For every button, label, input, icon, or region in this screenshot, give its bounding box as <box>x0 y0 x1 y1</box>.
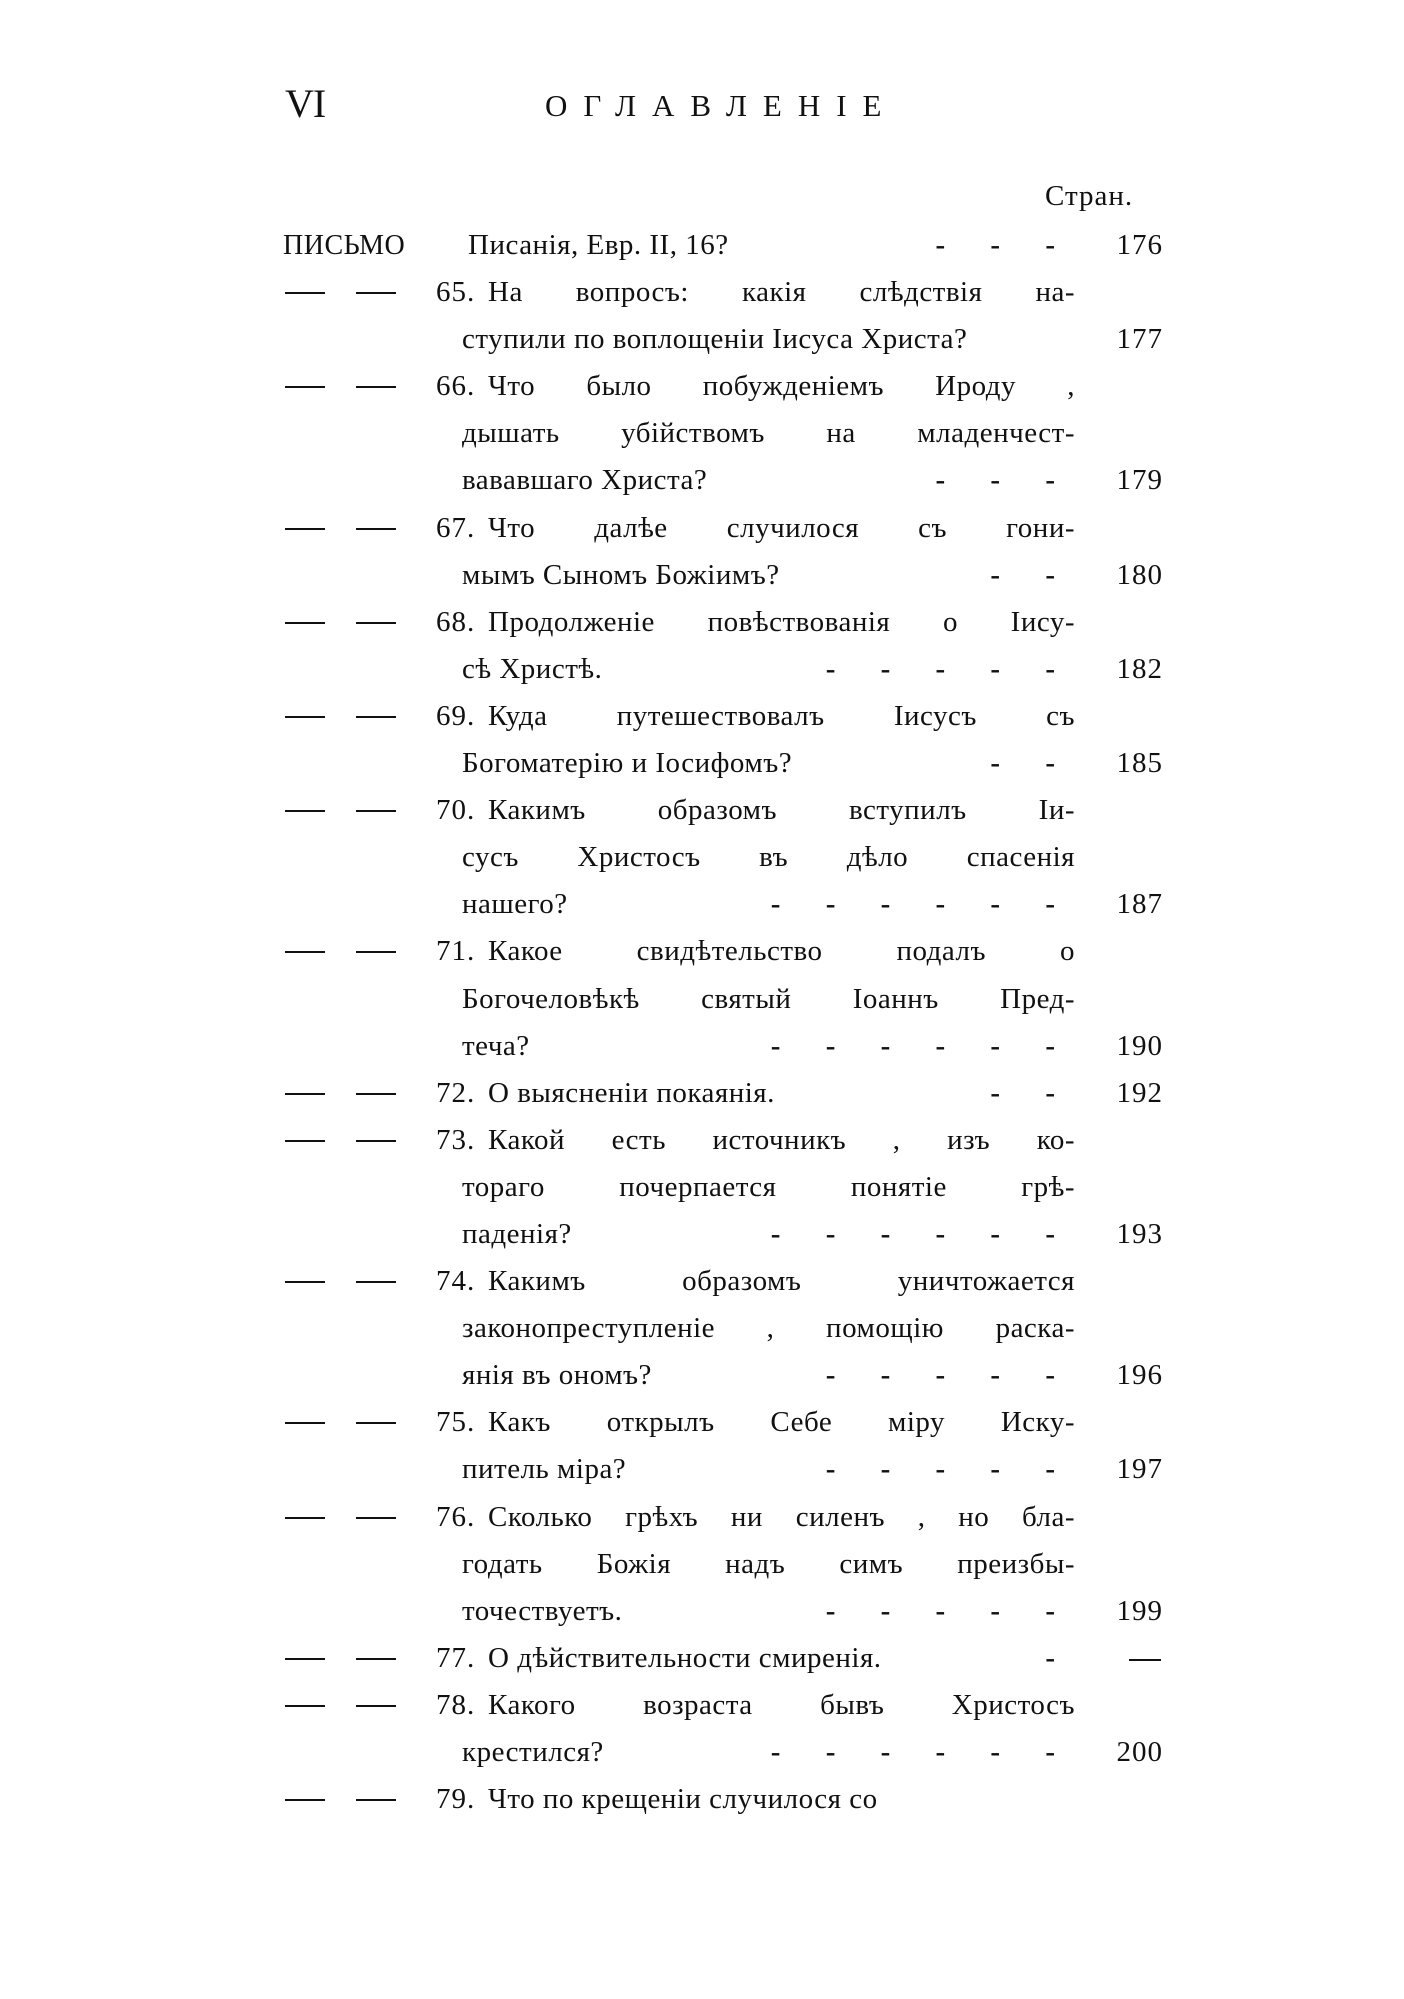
ditto-dash <box>285 1140 325 1142</box>
entry-text: сусъ Христосъ въ дѣло спасенія <box>462 841 1075 874</box>
toc-entry <box>283 363 1163 504</box>
ditto-dash <box>285 1517 325 1519</box>
entry-text: паденія? <box>462 1217 572 1250</box>
dot-leaders: - - - - - <box>825 1453 1055 1486</box>
letter-number: 77. <box>436 1641 476 1674</box>
entry-text: теча? <box>462 1029 530 1062</box>
letter-number: 66. <box>436 370 476 403</box>
page-ref: 199 <box>1116 1594 1163 1627</box>
ditto-dash <box>356 951 396 953</box>
entry-text: нашего? <box>462 888 568 921</box>
entry-text: янія въ ономъ? <box>462 1359 652 1392</box>
toc-entry <box>283 693 1163 787</box>
toc-entry <box>283 1399 1163 1493</box>
ditto-dash <box>356 386 396 388</box>
ditto-dash <box>285 1281 325 1283</box>
ditto-dash <box>356 1517 396 1519</box>
ditto-dash <box>285 528 325 530</box>
entry-text: Что по крещеніи случилося со <box>488 1783 878 1816</box>
dot-leaders: - - - - - <box>825 652 1055 685</box>
ditto-dash <box>356 810 396 812</box>
ditto-dash <box>356 1799 396 1801</box>
toc-entry <box>283 1494 1163 1635</box>
ditto-dash <box>356 716 396 718</box>
table-of-contents <box>283 222 1163 1823</box>
entry-text: Какъ открылъ Себе міру Иску- <box>488 1406 1075 1439</box>
letter-number: 76. <box>436 1500 476 1533</box>
entry-text: питель міра? <box>462 1453 627 1486</box>
ditto-dash <box>285 1422 325 1424</box>
letter-number: 65. <box>436 276 476 309</box>
dot-leaders: - - - <box>935 229 1055 261</box>
page-ref: 185 <box>1116 747 1163 780</box>
entry-text: Какимъ образомъ уничтожается <box>488 1265 1075 1298</box>
page-ref: 176 <box>1116 229 1163 261</box>
dot-leaders: - - - - - <box>825 1359 1055 1392</box>
toc-entry <box>283 787 1163 928</box>
letter-number: 69. <box>436 699 476 732</box>
entry-text: годать Божія надъ симъ преизбы- <box>462 1547 1075 1580</box>
entry-text: Какой есть источникъ , изъ ко- <box>488 1123 1075 1156</box>
entry-text: Продолженіе повѣствованія о Іису- <box>488 605 1075 638</box>
page-column-header: Стран. <box>1045 180 1134 212</box>
letter-number: 78. <box>436 1688 476 1721</box>
page-ref: 190 <box>1116 1029 1163 1062</box>
entry-text: законопреступленіе , помощію раска- <box>462 1312 1075 1345</box>
ditto-dash <box>356 1658 396 1660</box>
ditto-dash <box>285 292 325 294</box>
letter-number: 73. <box>436 1123 476 1156</box>
toc-entry-first <box>283 222 1163 269</box>
dot-leaders: - - - - - - <box>770 888 1055 921</box>
dot-leaders: - - - - - - <box>770 1029 1055 1062</box>
ditto-dash <box>285 1799 325 1801</box>
ditto-dash <box>285 1705 325 1707</box>
page-ref: 180 <box>1116 558 1163 591</box>
ditto-dash <box>356 622 396 624</box>
page-number: VI <box>285 81 326 126</box>
entry-text: ступили по воплощеніи Іисуса Христа? <box>462 323 968 356</box>
dot-leaders: - - - - - - <box>770 1736 1055 1768</box>
toc-entry <box>283 1776 1163 1823</box>
entry-text: Какое свидѣтельство подалъ о <box>488 935 1075 968</box>
entry-text: дышать убійствомъ на младенчест- <box>462 417 1075 450</box>
page-ref: 182 <box>1116 652 1163 685</box>
ditto-dash <box>356 528 396 530</box>
entry-text: Какимъ образомъ вступилъ Іи- <box>488 794 1075 827</box>
entry-text: Куда путешествовалъ Іисусъ съ <box>488 699 1075 732</box>
ditto-dash <box>285 716 325 718</box>
entry-text: О дѣйствительности смиренія. <box>488 1641 882 1674</box>
page-ref: 197 <box>1116 1453 1163 1486</box>
page-ref: 177 <box>1116 323 1163 356</box>
entry-text: На вопросъ: какія слѣдствія на- <box>488 276 1075 309</box>
toc-entry <box>283 1117 1163 1258</box>
entry-text: сѣ Христѣ. <box>462 652 603 685</box>
letter-number: 67. <box>436 511 476 544</box>
toc-entries <box>283 269 1163 1823</box>
toc-entry <box>283 1258 1163 1399</box>
ditto-dash <box>285 1093 325 1095</box>
toc-entry <box>283 1682 1163 1776</box>
ditto-dash <box>285 622 325 624</box>
ditto-dash <box>285 810 325 812</box>
ditto-dash <box>285 386 325 388</box>
ditto-dash <box>285 1658 325 1660</box>
entry-text: Что было побужденіемъ Ироду , <box>488 370 1075 403</box>
ditto-dash <box>356 1422 396 1424</box>
ditto-dash <box>285 951 325 953</box>
ditto-dash <box>356 1705 396 1707</box>
letter-number: 79. <box>436 1783 476 1816</box>
letter-number: 75. <box>436 1406 476 1439</box>
entry-text: Какого возраста бывъ Христосъ <box>488 1688 1075 1721</box>
entry-text: Что далѣе случилося съ гони- <box>488 511 1075 544</box>
entry-text: мымъ Сыномъ Божіимъ? <box>462 558 780 591</box>
entry-text: крестился? <box>462 1736 604 1768</box>
dot-leaders: - - - - - - <box>770 1217 1055 1250</box>
toc-entry <box>283 1070 1163 1117</box>
entry-text: О выясненіи покаянія. <box>488 1076 775 1109</box>
page-title: ОГЛАВЛЕНІЕ <box>545 88 898 123</box>
page-ref: 187 <box>1116 888 1163 921</box>
page-ref: 192 <box>1116 1076 1163 1109</box>
letter-label: ПИСЬМО <box>283 230 406 261</box>
toc-entry <box>283 505 1163 599</box>
toc-entry <box>283 269 1163 363</box>
ditto-dash <box>356 292 396 294</box>
entry-text: Богочеловѣкѣ святый Іоаннъ Пред- <box>462 982 1075 1015</box>
dot-leaders: - - <box>990 1076 1055 1109</box>
dot-leaders: - - <box>990 747 1055 780</box>
page-ref-ditto <box>1129 1659 1161 1661</box>
entry-text: Богоматерію и Іосифомъ? <box>462 747 793 780</box>
letter-number: 70. <box>436 794 476 827</box>
toc-entry <box>283 599 1163 693</box>
dot-leaders: - - - - - <box>825 1594 1055 1627</box>
entry-text: Писанія, Евр. II, 16? <box>468 229 729 261</box>
ditto-dash <box>356 1281 396 1283</box>
page-ref: 193 <box>1116 1217 1163 1250</box>
letter-number: 72. <box>436 1076 476 1109</box>
page-ref: 179 <box>1116 464 1163 497</box>
letter-number: 68. <box>436 605 476 638</box>
page-ref: 200 <box>1116 1736 1163 1768</box>
letter-number: 74. <box>436 1265 476 1298</box>
dot-leaders: - <box>1045 1641 1055 1674</box>
dot-leaders: - - - <box>935 464 1055 497</box>
ditto-dash <box>356 1093 396 1095</box>
page-ref: 196 <box>1116 1359 1163 1392</box>
entry-text: Сколько грѣхъ ни силенъ , но бла- <box>488 1500 1075 1533</box>
dot-leaders: - - <box>990 558 1055 591</box>
letter-number: 71. <box>436 935 476 968</box>
entry-text: точествуетъ. <box>462 1594 623 1627</box>
entry-text: вававшаго Христа? <box>462 464 708 497</box>
toc-entry <box>283 928 1163 1069</box>
ditto-dash <box>356 1140 396 1142</box>
toc-entry <box>283 1635 1163 1682</box>
entry-text: тораго почерпается понятіе грѣ- <box>462 1170 1075 1203</box>
